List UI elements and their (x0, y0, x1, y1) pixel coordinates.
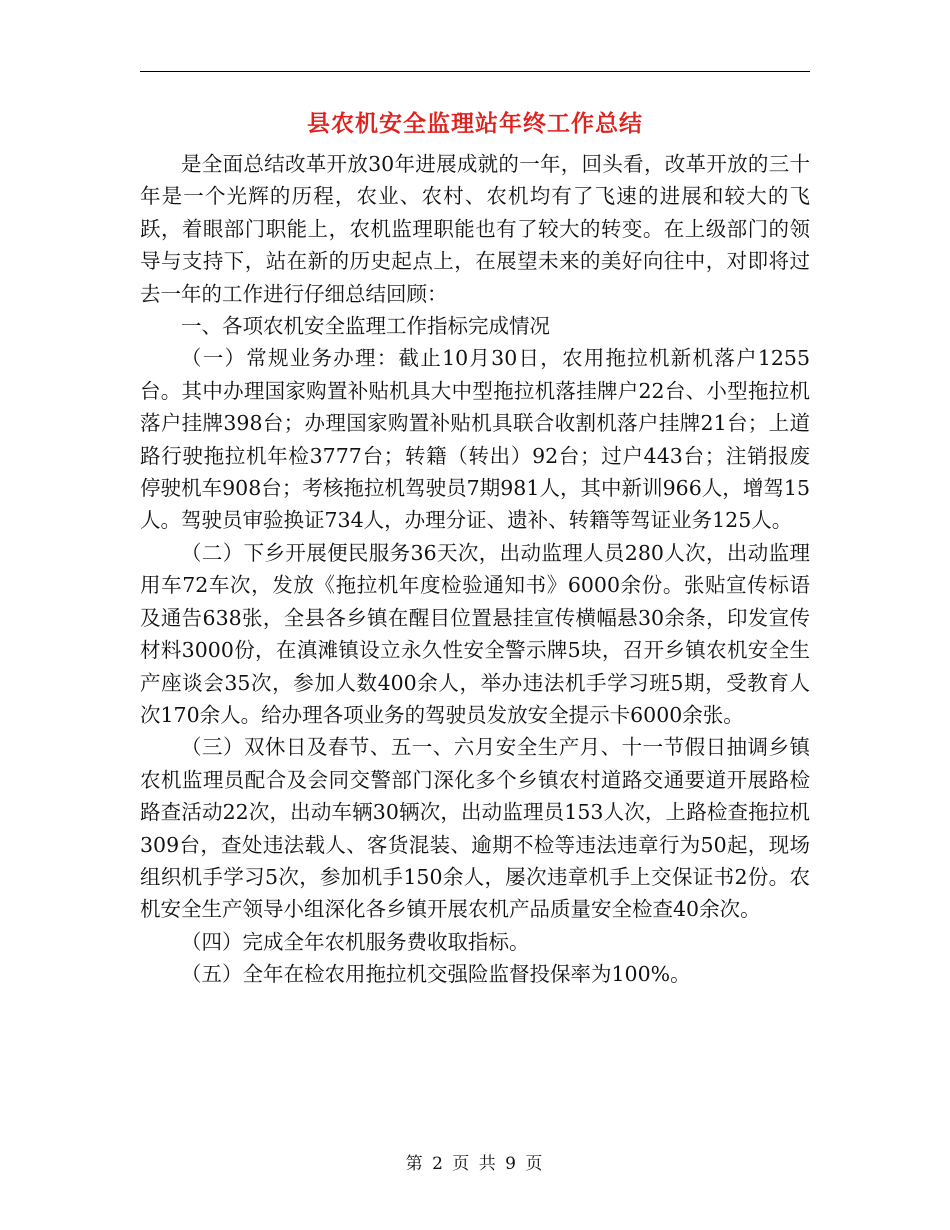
item-2-paragraph: （二）下乡开展便民服务36天次，出动监理人员280人次，出动监理用车72车次，发放《拖拉机年度检验通知书》6000余份。张贴宣传标语及通告638张，全县各乡镇在醒目位置悬挂宣传横幅悬30余条，印发宣传材料3000份，在滇滩镇设立永久性安全警示牌5块，召开乡镇农机安全生产座谈会35次，参加人数400余人，举办违法机手学习班5期，受教育人次170余人。给办理各项业务的驾驶员发放安全提示卡6000余张。 (140, 540, 810, 727)
section-heading: 一、各项农机安全监理工作指标完成情况 (181, 314, 550, 339)
item-3-paragraph: （三）双休日及春节、五一、六月安全生产月、十一节假日抽调乡镇农机监理员配合及会同交警部门深化多个乡镇农村道路交通要道开展路检路查活动22次，出动车辆30辆次，出动监理员153人次，上路检查拖拉机309台，查处违法载人、客货混装、逾期不检等违法违章行为50起，现场组织机手学习5次，参加机手150余人，屡次违章机手上交保证书2份。农机安全生产领导小组深化各乡镇开展农机产品质量安全检查40余次。 (140, 735, 810, 922)
document-body (140, 148, 810, 991)
document-title: 县农机安全监理站年终工作总结 (307, 110, 643, 137)
item-5-paragraph: （五）全年在检农用拖拉机交强险监督投保率为100%。 (181, 962, 691, 987)
page-number: 第 2 页 共 9 页 (405, 1154, 545, 1174)
item-4-paragraph: （四）完成全年农机服务费收取指标。 (181, 929, 530, 954)
header-rule (140, 71, 810, 72)
intro-paragraph: 是全面总结改革开放30年进展成就的一年，回头看，改革开放的三十年是一个光辉的历程，农业、农村、农机均有了飞速的进展和较大的飞跃，着眼部门职能上，农机监理职能也有了较大的转变。在上级部门的领导与支持下，站在新的历史起点上，在展望未来的美好向往中，对即将过去一年的工作进行仔细总结回顾： (140, 152, 810, 306)
item-1-paragraph: （一）常规业务办理：截止10月30日，农用拖拉机新机落户1255台。其中办理国家购置补贴机具大中型拖拉机落挂牌户22台、小型拖拉机落户挂牌398台；办理国家购置补贴机具联合收割机落户挂牌21台；上道路行驶拖拉机年检3777台；转籍（转出）92台；过户443台；注销报废停驶机车908台；考核拖拉机驾驶员7期981人，其中新训966人，增驾15人。驾驶员审验换证734人，办理分证、遗补、转籍等驾证业务125人。 (140, 346, 810, 533)
